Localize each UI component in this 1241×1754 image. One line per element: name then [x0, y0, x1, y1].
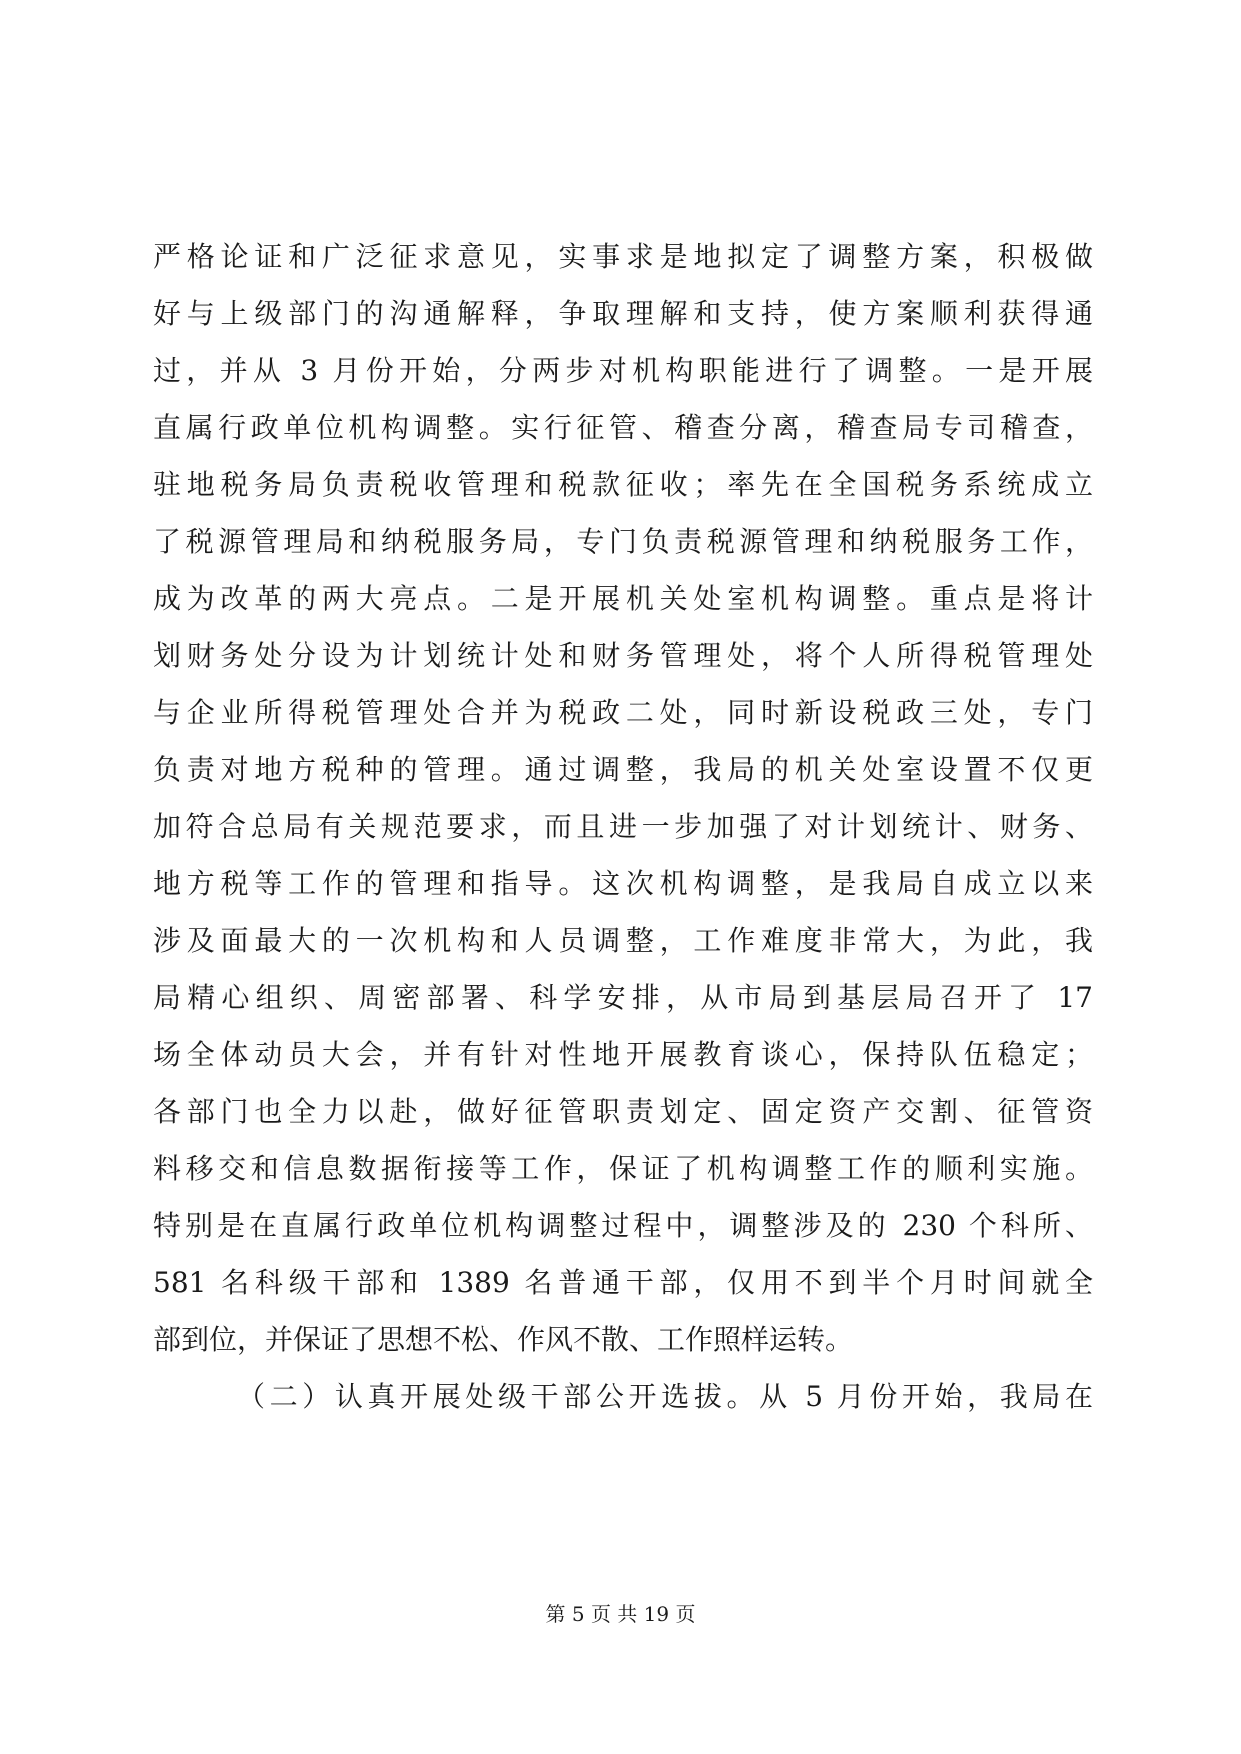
text-line: 部到位，并保证了思想不松、作风不散、工作照样运转。 [153, 1323, 854, 1356]
text-line: 场全体动员大会，并有针对性地开展教育谈心，保持队伍稳定； [153, 1038, 1093, 1071]
document-body [153, 228, 1093, 1425]
page-number-label: 第 5 页 共 19 页 [545, 1602, 696, 1626]
text-line: 驻地税务局负责税收管理和税款征收；率先在全国税务系统成立 [153, 468, 1093, 501]
text-line: 地方税等工作的管理和指导。这次机构调整，是我局自成立以来 [153, 867, 1093, 900]
text-line: 局精心组织、周密部署、科学安排，从市局到基层局召开了 17 [153, 981, 1093, 1014]
text-line: 特别是在直属行政单位机构调整过程中，调整涉及的 230 个科所、 [153, 1209, 1093, 1242]
text-line: 581 名科级干部和 1389 名普通干部，仅用不到半个月时间就全 [153, 1266, 1093, 1299]
text-line: 好与上级部门的沟通解释，争取理解和支持，使方案顺利获得通 [153, 297, 1093, 330]
text-line: 加符合总局有关规范要求，而且进一步加强了对计划统计、财务、 [153, 810, 1093, 843]
text-line: 严格论证和广泛征求意见，实事求是地拟定了调整方案，积极做 [153, 240, 1093, 273]
text-line: 涉及面最大的一次机构和人员调整，工作难度非常大，为此，我 [153, 924, 1093, 957]
text-line: 负责对地方税种的管理。通过调整，我局的机关处室设置不仅更 [153, 753, 1093, 786]
page-footer [0, 1600, 1241, 1628]
section-heading-line: （二）认真开展处级干部公开选拔。从 5 月份开始，我局在 [237, 1380, 1093, 1413]
text-line: 过，并从 3 月份开始，分两步对机构职能进行了调整。一是开展 [153, 354, 1093, 387]
text-line: 成为改革的两大亮点。二是开展机关处室机构调整。重点是将计 [153, 582, 1093, 615]
text-line: 各部门也全力以赴，做好征管职责划定、固定资产交割、征管资 [153, 1095, 1093, 1128]
text-line: 料移交和信息数据衔接等工作，保证了机构调整工作的顺利实施。 [153, 1152, 1093, 1185]
text-line: 直属行政单位机构调整。实行征管、稽查分离，稽查局专司稽查， [153, 411, 1093, 444]
text-line: 与企业所得税管理处合并为税政二处，同时新设税政三处，专门 [153, 696, 1093, 729]
text-line: 划财务处分设为计划统计处和财务管理处，将个人所得税管理处 [153, 639, 1093, 672]
text-line: 了税源管理局和纳税服务局，专门负责税源管理和纳税服务工作， [153, 525, 1093, 558]
